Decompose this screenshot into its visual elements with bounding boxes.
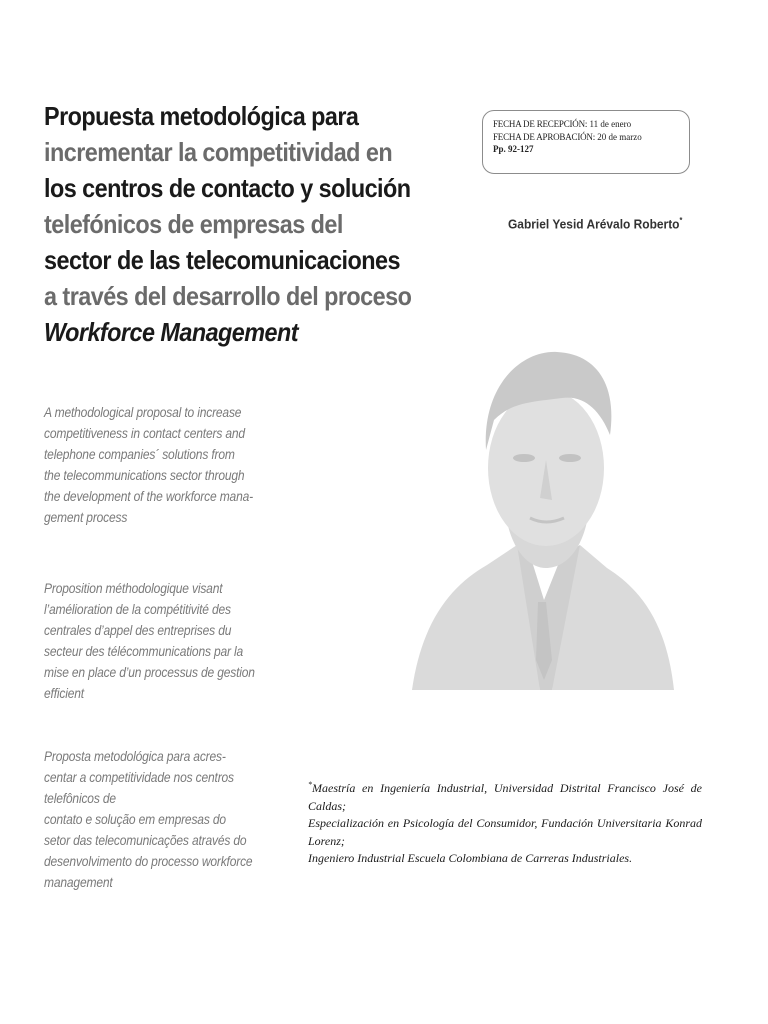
abstract-line: Proposition méthodologique visant bbox=[44, 580, 223, 596]
approved-date bbox=[493, 131, 679, 144]
abstract-line: centrales d’appel des entreprises du bbox=[44, 622, 232, 638]
title-line: telefónicos de empresas del bbox=[44, 209, 343, 239]
abstract-line: l’amélioration de la compétitivité des bbox=[44, 601, 231, 617]
abstract-line: setor das telecomunicações através do bbox=[44, 832, 247, 848]
author-name bbox=[508, 216, 682, 231]
abstract-line: A methodological proposal to increase bbox=[44, 404, 242, 420]
title-line: a través del desarrollo del proceso bbox=[44, 281, 412, 311]
abstract-line: telephone companies´ solutions from bbox=[44, 446, 235, 462]
page-range: Pp. 92-127 bbox=[493, 144, 534, 154]
title-line: los centros de contacto y solución bbox=[44, 173, 411, 203]
received-value: 11 de enero bbox=[589, 119, 632, 129]
abstract-line: gement process bbox=[44, 509, 128, 525]
abstract-line: secteur des télécommunications par la bbox=[44, 643, 244, 659]
abstract-portuguese bbox=[44, 746, 259, 893]
abstract-line: mise en place d’un processus de gestion bbox=[44, 664, 255, 680]
abstract-french bbox=[44, 578, 259, 704]
author-footnote bbox=[308, 776, 702, 868]
abstract-english bbox=[44, 402, 259, 528]
footnote-line bbox=[308, 776, 702, 815]
author-name-text: Gabriel Yesid Arévalo Roberto bbox=[508, 216, 680, 232]
abstract-line: contato e solução em empresas do bbox=[44, 811, 226, 827]
abstract-line: the telecommunications sector through bbox=[44, 467, 245, 483]
abstract-line: management bbox=[44, 874, 113, 890]
abstract-line: centar a competitividade nos centros bbox=[44, 769, 234, 785]
received-date bbox=[493, 118, 679, 131]
abstract-line: telefônicos de bbox=[44, 790, 116, 806]
dates-box bbox=[482, 110, 690, 174]
author-footnote-mark: * bbox=[679, 216, 683, 225]
abstract-line: desenvolvimento do processo workforce bbox=[44, 853, 253, 869]
abstract-line: competitiveness in contact centers and bbox=[44, 425, 245, 441]
author-portrait-icon bbox=[412, 340, 674, 690]
approved-value: 20 de marzo bbox=[597, 131, 642, 142]
title-line: Propuesta metodológica para bbox=[44, 101, 359, 131]
abstract-line: Proposta metodológica para acres- bbox=[44, 748, 226, 764]
article-title bbox=[44, 98, 484, 350]
abstract-line: efficient bbox=[44, 685, 84, 701]
received-label: FECHA DE RECEPCIÓN: bbox=[493, 119, 588, 129]
footnote-line: Ingeniero Industrial Escuela Colombiana de Carreras Industriales. bbox=[308, 851, 633, 865]
footnote-mark: * bbox=[308, 780, 312, 789]
abstract-line: the development of the workforce mana- bbox=[44, 488, 253, 504]
title-line: sector de las telecomunicaciones bbox=[44, 245, 400, 275]
title-line: Workforce Management bbox=[44, 317, 299, 347]
footnote-line: Especialización en Psicología del Consumidor, Fundación Universitaria Konrad Lorenz; bbox=[308, 816, 702, 848]
approved-label: FECHA DE APROBACIÓN: bbox=[493, 131, 596, 142]
title-line: incrementar la competitividad en bbox=[44, 137, 393, 167]
footnote-text: Maestría en Ingeniería Industrial, Universidad Distrital Francisco José de Caldas; bbox=[308, 781, 702, 813]
